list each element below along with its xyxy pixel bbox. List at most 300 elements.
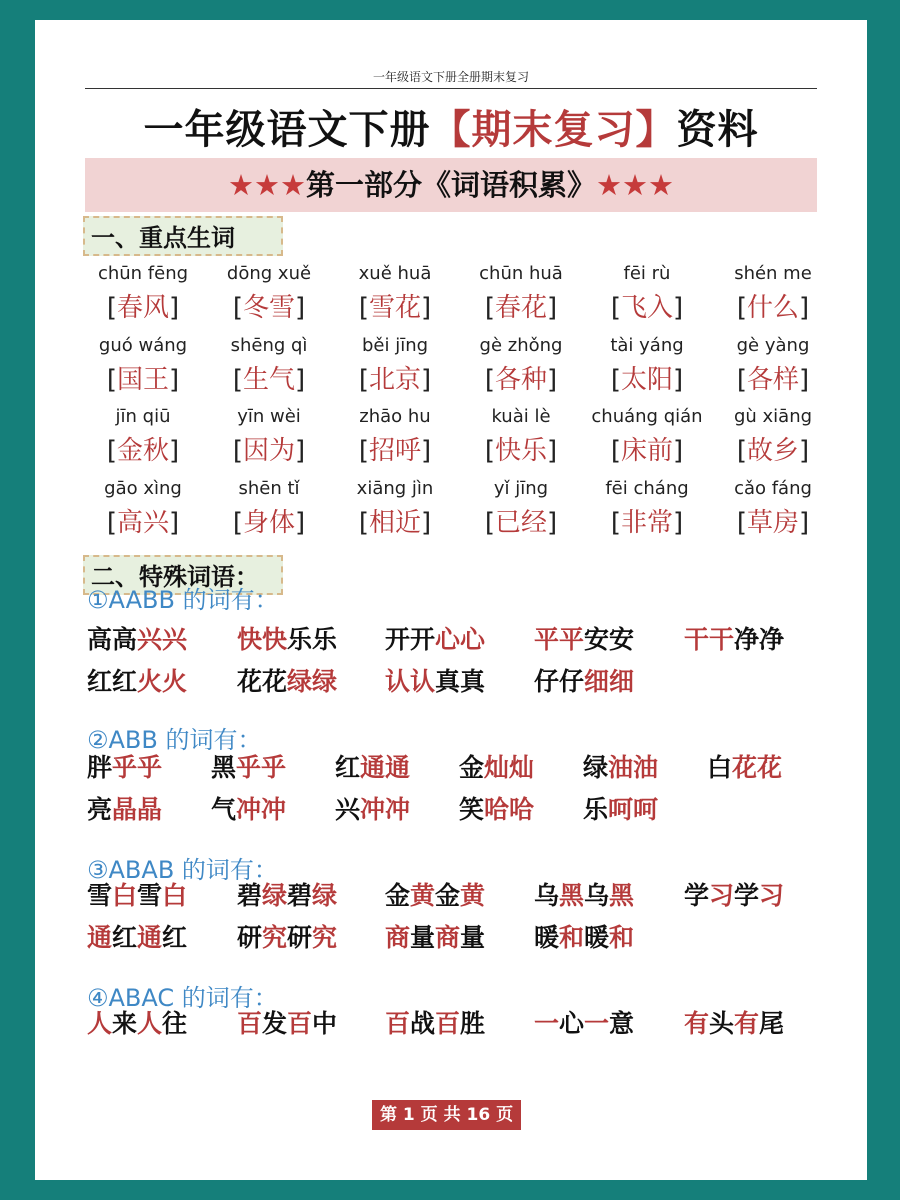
vocab-pinyin: zhāo hu — [359, 406, 431, 427]
phrase-item — [87, 748, 162, 784]
phrase-item — [87, 918, 187, 954]
bracket-right: ] — [673, 293, 684, 323]
phrase-part-a: 花花 — [237, 667, 288, 696]
vocab-word-box — [713, 286, 833, 330]
phrase-char: 学 — [684, 881, 710, 910]
bracket-left: [ — [484, 508, 495, 538]
vocab-word-box — [335, 429, 455, 473]
phrase-part-a: 白 — [707, 753, 733, 782]
vocab-row — [83, 477, 823, 549]
bracket-right: ] — [547, 365, 558, 395]
vocab-item — [713, 334, 833, 402]
vocab-pinyin: shēng qì — [230, 335, 308, 356]
phrase-item — [684, 620, 784, 656]
phrase-char: 一 — [584, 1009, 610, 1038]
vocab-word-box — [209, 429, 329, 473]
vocab-word: 床前 — [620, 436, 673, 466]
vocab-word: 草房 — [746, 508, 799, 538]
page-title — [35, 98, 867, 155]
phrase-part-b: 净净 — [734, 625, 785, 654]
bracket-right: ] — [799, 436, 810, 466]
vocab-word: 生气 — [242, 365, 295, 395]
phrase-row — [87, 918, 827, 958]
phrase-char: 白 — [112, 881, 138, 910]
phrase-part-b: 冲冲 — [236, 795, 287, 824]
vocab-row — [83, 334, 823, 406]
vocab-item — [461, 477, 581, 545]
phrase-part-a: 兴 — [335, 795, 361, 824]
phrase-char: 百 — [237, 1009, 263, 1038]
bracket-right: ] — [421, 365, 432, 395]
phrase-item — [87, 876, 187, 912]
phrase-char: 黑 — [559, 881, 585, 910]
phrase-part-b: 油油 — [608, 753, 659, 782]
bracket-left: [ — [358, 508, 369, 538]
phrase-part-a: 开开 — [385, 625, 436, 654]
phrase-char: 中 — [312, 1009, 338, 1038]
phrase-part-b: 晶晶 — [112, 795, 163, 824]
vocab-item — [461, 334, 581, 402]
vocab-item — [209, 477, 329, 545]
phrase-char: 乌 — [584, 881, 610, 910]
vocab-pinyin: cǎo fáng — [734, 478, 812, 499]
vocab-item — [335, 262, 455, 330]
vocab-word: 太阳 — [620, 365, 673, 395]
bracket-left: [ — [106, 365, 117, 395]
vocab-pinyin: xuě huā — [358, 263, 432, 284]
vocab-pinyin: běi jīng — [361, 335, 429, 356]
phrase-char: 研 — [287, 923, 313, 952]
bracket-right: ] — [169, 508, 180, 538]
phrase-char: 发 — [262, 1009, 288, 1038]
phrase-char: 学 — [734, 881, 760, 910]
phrase-char: 通 — [87, 923, 113, 952]
vocab-word: 因为 — [242, 436, 295, 466]
vocab-item — [335, 477, 455, 545]
phrase-char: 百 — [385, 1009, 411, 1038]
vocab-pinyin: gè zhǒng — [479, 335, 563, 356]
phrase-char: 尾 — [759, 1009, 785, 1038]
phrase-item — [87, 620, 187, 656]
bracket-left: [ — [610, 365, 621, 395]
phrase-char: 红 — [112, 923, 138, 952]
bracket-left: [ — [736, 508, 747, 538]
phrase-item — [583, 790, 658, 826]
phrase-item — [534, 620, 634, 656]
phrase-item — [87, 1004, 187, 1040]
vocab-word: 相近 — [368, 508, 421, 538]
bracket-left: [ — [232, 293, 243, 323]
bracket-right: ] — [295, 293, 306, 323]
phrase-part-b: 心心 — [435, 625, 486, 654]
bracket-right: ] — [547, 508, 558, 538]
vocab-row — [83, 262, 823, 334]
bracket-right: ] — [799, 365, 810, 395]
vocab-word-box — [83, 429, 203, 473]
vocab-word-box — [335, 501, 455, 545]
bracket-right: ] — [673, 365, 684, 395]
phrase-item — [211, 790, 286, 826]
phrase-part-b: 灿灿 — [484, 753, 535, 782]
vocab-pinyin: chūn huā — [479, 263, 563, 284]
phrase-char: 黄 — [460, 881, 486, 910]
phrase-item — [459, 790, 534, 826]
phrase-item — [211, 748, 286, 784]
bracket-left: [ — [232, 436, 243, 466]
phrase-char: 和 — [559, 923, 585, 952]
vocab-word: 什么 — [746, 293, 799, 323]
phrase-char: 心 — [559, 1009, 585, 1038]
document-page — [35, 20, 867, 1180]
vocab-word-box — [713, 501, 833, 545]
phrase-row — [87, 748, 827, 788]
vocab-word: 身体 — [242, 508, 295, 538]
phrase-part-b: 绿绿 — [287, 667, 338, 696]
vocab-word-box — [587, 358, 707, 402]
vocab-word-box — [461, 501, 581, 545]
phrase-group-heading: ③ABAB 的词有： — [87, 856, 278, 884]
vocab-pinyin: tài yáng — [610, 335, 684, 356]
bracket-left: [ — [610, 293, 621, 323]
bracket-right: ] — [169, 436, 180, 466]
phrase-item — [534, 662, 634, 698]
vocab-word-box — [461, 358, 581, 402]
phrase-char: 黑 — [609, 881, 635, 910]
bracket-right: ] — [799, 293, 810, 323]
phrase-part-b: 呵呵 — [608, 795, 659, 824]
phrase-item — [335, 748, 410, 784]
phrase-item — [237, 662, 337, 698]
phrase-char: 有 — [684, 1009, 710, 1038]
phrase-item — [237, 918, 337, 954]
phrase-char: 人 — [137, 1009, 163, 1038]
phrase-char: 暖 — [584, 923, 610, 952]
phrase-char: 往 — [162, 1009, 188, 1038]
bracket-right: ] — [295, 365, 306, 395]
vocab-word-box — [461, 429, 581, 473]
vocab-item — [713, 405, 833, 473]
phrase-part-a: 金 — [459, 753, 485, 782]
phrase-part-a: 黑 — [211, 753, 237, 782]
vocab-word: 非常 — [620, 508, 673, 538]
bracket-left: [ — [484, 365, 495, 395]
bracket-right: ] — [169, 365, 180, 395]
phrase-part-a: 笑 — [459, 795, 485, 824]
vocab-word: 各种 — [494, 365, 547, 395]
phrase-char: 雪 — [87, 881, 113, 910]
part-banner — [85, 158, 817, 212]
bracket-left: [ — [358, 293, 369, 323]
vocab-pinyin: gù xiāng — [733, 406, 813, 427]
bracket-right: ] — [295, 436, 306, 466]
section-heading-key-words: 一、重点生词 — [83, 216, 283, 256]
vocab-item — [209, 405, 329, 473]
vocab-pinyin: xiāng jìn — [356, 478, 434, 499]
vocab-word-box — [335, 358, 455, 402]
phrase-part-b: 花花 — [732, 753, 783, 782]
phrase-part-a: 仔仔 — [534, 667, 585, 696]
vocab-pinyin: chuáng qián — [591, 406, 703, 427]
bracket-right: ] — [421, 508, 432, 538]
phrase-part-b: 兴兴 — [137, 625, 188, 654]
phrase-char: 碧 — [287, 881, 313, 910]
vocab-item — [83, 334, 203, 402]
phrase-item — [87, 662, 187, 698]
title-prefix: 一年级语文下册 — [143, 107, 431, 153]
vocab-item — [461, 405, 581, 473]
bracket-left: [ — [736, 293, 747, 323]
vocab-item — [587, 334, 707, 402]
bracket-left: [ — [358, 365, 369, 395]
vocab-word: 飞入 — [620, 293, 673, 323]
phrase-item — [684, 1004, 784, 1040]
phrase-char: 来 — [112, 1009, 138, 1038]
vocab-pinyin: kuài lè — [491, 406, 551, 427]
vocab-pinyin: fēi rù — [623, 263, 671, 284]
phrase-part-a: 平平 — [534, 625, 585, 654]
vocab-word-box — [83, 286, 203, 330]
phrase-char: 研 — [237, 923, 263, 952]
phrase-char: 百 — [435, 1009, 461, 1038]
vocab-item — [83, 405, 203, 473]
vocab-word-box — [713, 358, 833, 402]
phrase-char: 商 — [435, 923, 461, 952]
vocab-pinyin: shēn tǐ — [238, 478, 300, 499]
phrase-char: 乌 — [534, 881, 560, 910]
bracket-right: ] — [673, 508, 684, 538]
phrase-part-a: 快快 — [237, 625, 288, 654]
phrase-row — [87, 876, 827, 916]
phrase-item — [534, 918, 634, 954]
vocab-item — [587, 262, 707, 330]
vocab-word: 春风 — [116, 293, 169, 323]
vocab-word-box — [209, 501, 329, 545]
phrase-char: 绿 — [262, 881, 288, 910]
vocab-word-box — [83, 358, 203, 402]
phrase-char: 百 — [287, 1009, 313, 1038]
phrase-char: 人 — [87, 1009, 113, 1038]
phrase-part-a: 乐 — [583, 795, 609, 824]
section-heading-special-words: 二、特殊词语： — [83, 555, 283, 595]
phrase-char: 红 — [162, 923, 188, 952]
phrase-part-a: 干干 — [684, 625, 735, 654]
phrase-part-a: 气 — [211, 795, 237, 824]
bracket-right: ] — [295, 508, 306, 538]
bracket-left: [ — [232, 508, 243, 538]
vocab-pinyin: jīn qiū — [115, 406, 171, 427]
bracket-right: ] — [169, 293, 180, 323]
vocab-item — [335, 405, 455, 473]
vocab-word-box — [587, 501, 707, 545]
vocab-row — [83, 405, 823, 477]
bracket-left: [ — [736, 436, 747, 466]
phrase-char: 雪 — [137, 881, 163, 910]
vocab-pinyin: yīn wèi — [237, 406, 301, 427]
phrase-char: 有 — [734, 1009, 760, 1038]
bracket-right: ] — [673, 436, 684, 466]
bracket-left: [ — [610, 436, 621, 466]
phrase-item — [237, 876, 337, 912]
phrase-char: 通 — [137, 923, 163, 952]
phrase-part-a: 认认 — [385, 667, 436, 696]
phrase-row — [87, 1004, 827, 1044]
vocab-pinyin: gè yàng — [736, 335, 810, 356]
phrase-char: 头 — [709, 1009, 735, 1038]
phrase-part-b: 火火 — [137, 667, 188, 696]
phrase-group-heading: ④ABAC 的词有： — [87, 984, 278, 1012]
phrase-item — [534, 1004, 634, 1040]
vocab-item — [335, 334, 455, 402]
phrase-char: 金 — [385, 881, 411, 910]
phrase-char: 白 — [162, 881, 188, 910]
phrase-char: 量 — [410, 923, 436, 952]
bracket-left: [ — [736, 365, 747, 395]
phrase-char: 绿 — [312, 881, 338, 910]
phrase-char: 碧 — [237, 881, 263, 910]
vocab-item — [461, 262, 581, 330]
phrase-part-a: 红 — [335, 753, 361, 782]
vocab-item — [713, 262, 833, 330]
phrase-char: 量 — [460, 923, 486, 952]
phrase-char: 一 — [534, 1009, 560, 1038]
phrase-row — [87, 790, 827, 830]
phrase-char: 黄 — [410, 881, 436, 910]
vocab-pinyin: chūn fēng — [97, 263, 189, 284]
phrase-item — [684, 876, 784, 912]
phrase-part-a: 亮 — [87, 795, 113, 824]
bracket-left: [ — [232, 365, 243, 395]
vocab-word-box — [587, 286, 707, 330]
phrase-part-a: 红红 — [87, 667, 138, 696]
phrase-char: 究 — [312, 923, 338, 952]
phrase-item — [335, 790, 410, 826]
vocab-word: 各样 — [746, 365, 799, 395]
phrase-item — [385, 918, 485, 954]
phrase-item — [385, 876, 485, 912]
star-icon-group-right: ★★★ — [596, 168, 674, 202]
phrase-char: 暖 — [534, 923, 560, 952]
vocab-item — [83, 262, 203, 330]
bracket-right: ] — [421, 293, 432, 323]
vocab-word: 雪花 — [368, 293, 421, 323]
phrase-part-b: 冲冲 — [360, 795, 411, 824]
phrase-item — [707, 748, 782, 784]
vocab-word: 招呼 — [368, 436, 421, 466]
vocab-word: 春花 — [494, 293, 547, 323]
star-icon-group-left: ★★★ — [227, 168, 306, 202]
bracket-left: [ — [106, 293, 117, 323]
bracket-left: [ — [484, 436, 495, 466]
phrase-part-a: 胖 — [87, 753, 113, 782]
bracket-right: ] — [547, 293, 558, 323]
bracket-left: [ — [610, 508, 621, 538]
phrase-char: 战 — [410, 1009, 436, 1038]
phrase-item — [237, 620, 337, 656]
phrase-item — [534, 876, 634, 912]
vocab-word: 国王 — [116, 365, 169, 395]
phrase-part-b: 哈哈 — [484, 795, 535, 824]
phrase-group-heading: ①AABB 的词有： — [87, 586, 279, 614]
vocab-word-box — [587, 429, 707, 473]
vocab-item — [587, 405, 707, 473]
phrase-part-b: 安安 — [584, 625, 635, 654]
vocab-word: 金秋 — [116, 436, 169, 466]
vocab-word: 已经 — [494, 508, 547, 538]
vocab-pinyin: yǐ jīng — [493, 478, 549, 499]
bracket-left: [ — [106, 436, 117, 466]
phrase-item — [385, 620, 485, 656]
vocab-word-box — [335, 286, 455, 330]
phrase-item — [583, 748, 658, 784]
bracket-left: [ — [484, 293, 495, 323]
vocab-pinyin: shén me — [734, 263, 812, 284]
vocab-pinyin: gāo xìng — [104, 478, 182, 499]
vocab-item — [209, 262, 329, 330]
phrase-char: 金 — [435, 881, 461, 910]
phrase-item — [237, 1004, 337, 1040]
phrase-item — [385, 662, 485, 698]
vocab-word-box — [713, 429, 833, 473]
phrase-char: 习 — [759, 881, 785, 910]
header-divider — [85, 88, 817, 89]
phrase-row — [87, 620, 827, 660]
title-highlight: 【期末复习】 — [430, 107, 677, 153]
phrase-item — [385, 1004, 485, 1040]
phrase-item — [87, 790, 162, 826]
vocab-word-box — [83, 501, 203, 545]
vocab-pinyin: fēi cháng — [605, 478, 689, 499]
vocab-word-box — [209, 286, 329, 330]
vocab-item — [209, 334, 329, 402]
vocab-word: 高兴 — [116, 508, 169, 538]
phrase-group-heading: ②ABB 的词有： — [87, 726, 262, 754]
vocab-word-box — [209, 358, 329, 402]
bracket-right: ] — [421, 436, 432, 466]
phrase-char: 和 — [609, 923, 635, 952]
page-number: 第 1 页 共 16 页 — [372, 1100, 521, 1130]
phrase-part-b: 乎乎 — [236, 753, 287, 782]
vocab-word: 冬雪 — [242, 293, 295, 323]
vocab-word-box — [461, 286, 581, 330]
vocab-item — [713, 477, 833, 545]
phrase-char: 胜 — [460, 1009, 486, 1038]
phrase-char: 意 — [609, 1009, 635, 1038]
phrase-char: 商 — [385, 923, 411, 952]
phrase-item — [459, 748, 534, 784]
bracket-left: [ — [358, 436, 369, 466]
running-header: 一年级语文下册全册期末复习 — [372, 70, 529, 84]
phrase-part-b: 真真 — [435, 667, 486, 696]
vocab-item — [587, 477, 707, 545]
phrase-part-b: 乐乐 — [287, 625, 338, 654]
vocab-word: 故乡 — [746, 436, 799, 466]
bracket-left: [ — [106, 508, 117, 538]
vocab-pinyin: guó wáng — [98, 335, 188, 356]
vocab-word: 快乐 — [494, 436, 547, 466]
phrase-part-a: 高高 — [87, 625, 138, 654]
phrase-char: 习 — [709, 881, 735, 910]
vocab-item — [83, 477, 203, 545]
vocab-pinyin: dōng xuě — [226, 263, 312, 284]
phrase-part-a: 绿 — [583, 753, 609, 782]
bracket-right: ] — [547, 436, 558, 466]
phrase-part-b: 乎乎 — [112, 753, 163, 782]
phrase-row — [87, 662, 827, 702]
part-title: 第一部分《词语积累》 — [305, 168, 596, 202]
phrase-part-b: 通通 — [360, 753, 411, 782]
phrase-char: 究 — [262, 923, 288, 952]
bracket-right: ] — [799, 508, 810, 538]
